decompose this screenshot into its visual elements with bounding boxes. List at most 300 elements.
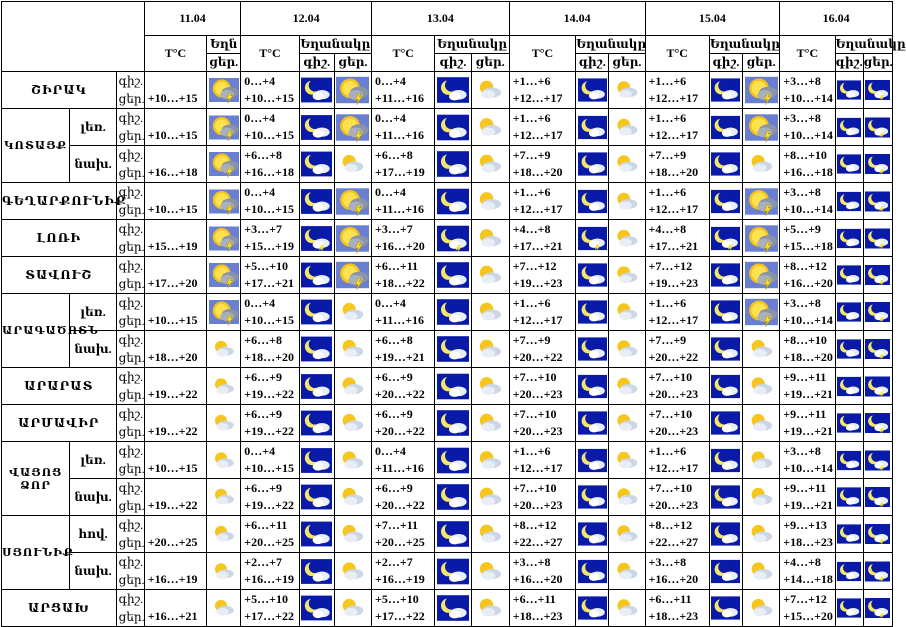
subregion-cell (70, 516, 116, 553)
time-of-day-cell (116, 220, 144, 257)
day-temperature: +20…+22 (512, 350, 563, 364)
night-label: գիշ. (578, 55, 606, 69)
night-temperature: +3…+8 (783, 444, 821, 458)
weather-cell (709, 516, 742, 553)
weather-cell (299, 442, 334, 479)
night-label: գիշ. (303, 55, 331, 69)
temperature-cell (509, 72, 575, 109)
day-temperature: +19…+22 (147, 498, 198, 512)
subregion-label: նախ. (74, 156, 112, 171)
temperature-cell (372, 146, 435, 183)
moon-cloud-icon (711, 187, 740, 216)
day-temperature: +10…+14 (783, 91, 833, 105)
weather-cell (576, 331, 609, 368)
weather-cell (743, 368, 780, 405)
weather-cell (576, 294, 609, 331)
day-label: ցեր. (863, 55, 893, 69)
night-temperature: +3…+7 (244, 222, 282, 236)
day-temperature: +15…+18 (783, 239, 833, 253)
sun-cloud-icon (473, 260, 507, 290)
night-temperature: +8…+12 (512, 518, 557, 532)
night-temperature: +7…+9 (512, 333, 551, 347)
temperature-cell (144, 516, 206, 553)
weather-label: Եղանակը (300, 37, 371, 51)
weather-cell (835, 109, 863, 146)
day-temperature: +20…+23 (512, 424, 563, 438)
sun-cloud-icon (336, 519, 369, 549)
temperature-cell (144, 183, 206, 220)
temp-header (780, 36, 835, 72)
sun-cloud-icon (745, 593, 778, 623)
night-temperature: +6…+11 (512, 592, 556, 606)
sun-cloud-icon (473, 408, 507, 438)
weather-cell (863, 590, 892, 627)
weather-cell (576, 553, 609, 590)
weather-cell (609, 220, 645, 257)
date-header (372, 2, 510, 36)
weather-cell (863, 146, 892, 183)
date-header (780, 2, 893, 36)
moon-cloud-lightning-icon (437, 224, 469, 253)
moon-cloud-lightning-icon (865, 113, 890, 142)
weather-cell (743, 442, 780, 479)
night-temperature: +7…+11 (375, 518, 419, 532)
weather-cell (609, 590, 645, 627)
weather-cell (435, 405, 471, 442)
weather-cell (709, 257, 742, 294)
night-temperature: +6…+8 (375, 148, 413, 162)
day-label: ցեր. (118, 610, 145, 624)
sun-cloud-icon (336, 557, 369, 586)
moon-cloud-lightning-icon (865, 224, 890, 253)
weather-header (709, 36, 779, 54)
night-temperature: +1…+6 (512, 185, 551, 199)
weather-cell (709, 553, 742, 590)
moon-cloud-icon (837, 482, 861, 512)
moon-cloud-icon (837, 408, 861, 438)
weather-cell (709, 331, 742, 368)
day-temperature: +14…+18 (783, 572, 833, 586)
day-temperature: +16…+20 (512, 572, 563, 586)
moon-cloud-icon (437, 297, 469, 327)
weather-cell (334, 442, 371, 479)
table-row (2, 109, 893, 146)
weather-cell (435, 109, 471, 146)
region-label: ԼՈՌԻ (36, 230, 81, 245)
weather-cell (299, 479, 334, 516)
temperature-cell (372, 331, 435, 368)
night-temperature: +1…+6 (512, 111, 551, 125)
table-row (2, 183, 893, 220)
region-label: ՎԱՅՈՑ ՁՈՐ (9, 466, 63, 492)
weather-label: Եղանակը (576, 37, 647, 51)
weather-cell (471, 405, 509, 442)
night-temperature: +8…+12 (783, 259, 827, 273)
sun-cloud-lightning-icon (336, 224, 369, 253)
day-temperature: +18…+23 (648, 609, 699, 623)
moon-cloud-icon (837, 519, 861, 549)
temperature-cell (780, 442, 835, 479)
weather-cell (863, 553, 892, 590)
subregion-label: նախ. (74, 563, 112, 578)
weather-cell (609, 331, 645, 368)
day-temperature: +11…+16 (375, 461, 425, 475)
temperature-cell (509, 590, 575, 627)
weather-cell (334, 146, 371, 183)
table-row (2, 442, 893, 479)
day-label: ցեր. (746, 55, 776, 69)
temperature-cell (241, 183, 299, 220)
temperature-cell (144, 479, 206, 516)
moon-cloud-icon (301, 519, 332, 549)
night-temperature: +3…+8 (783, 111, 821, 125)
day-temperature: +17…+22 (244, 609, 294, 623)
weather-label: Եղանակը (835, 37, 906, 51)
weather-cell (609, 146, 645, 183)
temperature-cell (144, 146, 206, 183)
sun-cloud-lightning-icon (745, 75, 778, 105)
moon-cloud-icon (301, 334, 332, 364)
time-of-day-cell (116, 183, 144, 220)
weather-cell (299, 109, 334, 146)
day-temperature: +20…+23 (512, 387, 563, 401)
day-temperature: +20…+23 (648, 498, 699, 512)
day-temperature: +20…+22 (648, 350, 699, 364)
day-label: ցեր. (118, 277, 145, 291)
moon-cloud-icon (711, 519, 740, 549)
weather-cell (334, 294, 371, 331)
weather-cell (835, 553, 863, 590)
temp-label: T°C (164, 46, 187, 60)
region-name (2, 442, 70, 516)
weather-cell (471, 479, 509, 516)
sun-cloud-icon (611, 260, 643, 290)
night-temperature: 0…+4 (244, 296, 276, 310)
temperature-cell (780, 590, 835, 627)
weather-header (835, 36, 906, 54)
time-of-day-cell (116, 109, 144, 146)
subregion-cell (70, 442, 116, 479)
moon-cloud-icon (837, 75, 861, 105)
night-temperature: +7…+10 (648, 370, 693, 384)
moon-cloud-icon (437, 187, 469, 216)
day-temperature: +20…+22 (375, 424, 425, 438)
day-temperature: +19…+23 (648, 276, 699, 290)
day-temperature: +12…+17 (512, 313, 563, 327)
moon-cloud-icon (437, 75, 469, 105)
temperature-cell (241, 72, 299, 109)
moon-cloud-icon (711, 334, 740, 364)
night-temperature: +7…+10 (648, 481, 693, 495)
sun-cloud-icon (473, 482, 507, 512)
weather-cell (471, 294, 509, 331)
temperature-cell (645, 553, 709, 590)
night-label-cell (576, 54, 609, 72)
weather-cell (435, 553, 471, 590)
weather-cell (435, 257, 471, 294)
temperature-cell (372, 590, 435, 627)
weather-cell (743, 257, 780, 294)
moon-cloud-lightning-icon (865, 260, 890, 290)
weather-cell (835, 183, 863, 220)
date-header (144, 2, 241, 36)
night-temperature: +1…+6 (648, 74, 687, 88)
weather-cell (334, 553, 371, 590)
moon-cloud-icon (578, 149, 607, 179)
temp-header (645, 36, 709, 72)
day-temperature: +19…+21 (783, 498, 833, 512)
night-temperature: +3…+8 (783, 185, 821, 199)
temperature-cell (645, 72, 709, 109)
date-header (509, 2, 645, 36)
moon-cloud-icon (301, 408, 332, 438)
weather-cell (435, 146, 471, 183)
day-temperature: +10…+14 (783, 128, 833, 142)
temperature-cell (241, 405, 299, 442)
sun-cloud-icon (611, 224, 643, 253)
sun-cloud-lightning-icon (209, 297, 239, 327)
weather-cell (863, 442, 892, 479)
temperature-cell (241, 368, 299, 405)
subregion-cell (70, 479, 116, 516)
region-name (2, 72, 117, 109)
weather-cell (334, 590, 371, 627)
weather-cell (835, 479, 863, 516)
day-temperature: +19…+22 (244, 498, 294, 512)
temperature-cell (780, 257, 835, 294)
time-of-day-cell (116, 442, 144, 479)
day-temperature: +18…+23 (512, 609, 563, 623)
day-label-cell (609, 54, 645, 72)
forecast-table (1, 1, 906, 627)
day-temperature: +12…+17 (512, 128, 563, 142)
weather-cell (863, 331, 892, 368)
time-of-day-cell (116, 294, 144, 331)
moon-cloud-icon (578, 75, 607, 105)
night-temperature: +3…+7 (375, 222, 413, 236)
night-label: գիշ. (835, 55, 863, 69)
moon-cloud-icon (711, 372, 740, 401)
temperature-cell (241, 146, 299, 183)
day-label: ցեր. (209, 55, 239, 69)
night-temperature: +7…+12 (512, 259, 557, 273)
day-temperature: +22…+27 (512, 535, 563, 549)
day-temperature: +20…+25 (375, 535, 425, 549)
day-label: ցեր. (118, 129, 145, 143)
temperature-cell (509, 109, 575, 146)
table-row (2, 368, 893, 405)
moon-cloud-icon (578, 297, 607, 327)
day-temperature: +16…+21 (147, 609, 198, 623)
day-label-cell (207, 54, 241, 72)
night-temperature: +6…+9 (375, 407, 413, 421)
day-label: ցեր. (118, 499, 145, 513)
weather-cell (471, 553, 509, 590)
day-label: ցեր. (118, 573, 145, 587)
subregion-label: լեռ. (80, 452, 106, 467)
day-temperature: +19…+21 (783, 387, 833, 401)
subregion-label: նախ. (74, 489, 112, 504)
weather-cell (435, 368, 471, 405)
day-label: ցեր. (118, 462, 145, 476)
night-temperature: +6…+9 (244, 481, 282, 495)
corner-cell (2, 2, 145, 72)
temperature-cell (509, 368, 575, 405)
day-temperature: +10…+15 (147, 128, 198, 142)
sun-cloud-icon (209, 372, 239, 401)
day-label: ցեր. (118, 425, 145, 439)
weather-cell (299, 590, 334, 627)
day-temperature: +20…+25 (244, 535, 294, 549)
weather-cell (471, 442, 509, 479)
temperature-cell (509, 183, 575, 220)
day-temperature: +17…+21 (512, 239, 563, 253)
table-row (2, 257, 893, 294)
temperature-cell (645, 220, 709, 257)
day-temperature: +16…+20 (375, 239, 425, 253)
weather-cell (207, 294, 241, 331)
weather-cell (609, 183, 645, 220)
moon-cloud-icon (301, 75, 332, 105)
temperature-cell (509, 405, 575, 442)
weather-cell (334, 331, 371, 368)
night-label: գիշ. (118, 592, 144, 606)
sun-cloud-icon (611, 519, 643, 549)
weather-cell (835, 294, 863, 331)
sun-cloud-icon (473, 372, 507, 401)
time-of-day-cell (116, 146, 144, 183)
day-temperature: +16…+20 (783, 276, 833, 290)
night-label: գիշ. (118, 555, 144, 569)
subregion-cell (70, 109, 116, 146)
temp-header (144, 36, 206, 72)
temperature-cell (144, 331, 206, 368)
moon-cloud-icon (837, 557, 861, 586)
day-temperature: +10…+14 (783, 313, 833, 327)
weather-cell (709, 220, 742, 257)
weather-cell (609, 516, 645, 553)
moon-cloud-icon (837, 446, 861, 475)
weather-cell (609, 479, 645, 516)
weather-cell (471, 146, 509, 183)
night-label: գիշ. (118, 370, 144, 384)
weather-cell (835, 72, 863, 109)
region-name (2, 368, 117, 405)
day-temperature: +17…+21 (648, 239, 699, 253)
sun-cloud-icon (209, 519, 239, 549)
sun-cloud-icon (473, 334, 507, 364)
temperature-cell (645, 368, 709, 405)
sun-cloud-lightning-icon (745, 187, 778, 216)
day-temperature: +10…+15 (244, 202, 294, 216)
day-temperature: +11…+16 (375, 128, 425, 142)
day-temperature: +12…+17 (648, 202, 699, 216)
night-temperature: +9…+11 (783, 370, 827, 384)
moon-cloud-icon (301, 260, 332, 290)
night-label: գիշ. (118, 518, 144, 532)
moon-cloud-icon (301, 557, 332, 586)
moon-cloud-icon (837, 149, 861, 179)
moon-cloud-icon (578, 557, 607, 586)
region-name (2, 109, 70, 183)
sun-cloud-icon (473, 297, 507, 327)
sun-cloud-lightning-icon (336, 187, 369, 216)
sun-cloud-lightning-icon (336, 260, 369, 290)
weather-label: Եղանակը (437, 37, 508, 51)
moon-cloud-icon (578, 593, 607, 623)
region-name (2, 405, 117, 442)
subregion-cell (70, 146, 116, 183)
subregion-label: լեռ. (80, 119, 106, 134)
moon-cloud-icon (711, 297, 740, 327)
night-label: գիշ. (118, 74, 144, 88)
weather-cell (863, 109, 892, 146)
day-temperature: +20…+23 (648, 387, 699, 401)
weather-cell (863, 479, 892, 516)
date-header (645, 2, 780, 36)
table-row (2, 146, 893, 183)
moon-cloud-icon (711, 408, 740, 438)
weather-cell (334, 257, 371, 294)
moon-cloud-icon (837, 334, 861, 364)
night-label-cell (435, 54, 471, 72)
moon-cloud-icon (437, 334, 469, 364)
region-label: ԳԵՂԱՐՔՈՒՆԻՔ (2, 193, 127, 208)
sun-cloud-lightning-icon (209, 224, 239, 253)
temperature-cell (241, 479, 299, 516)
weather-cell (299, 72, 334, 109)
temperature-cell (144, 294, 206, 331)
temperature-cell (645, 331, 709, 368)
weather-cell (299, 220, 334, 257)
temperature-cell (144, 257, 206, 294)
temperature-cell (509, 553, 575, 590)
weather-cell (835, 331, 863, 368)
weather-cell (576, 109, 609, 146)
table-row (2, 553, 893, 590)
time-of-day-cell (116, 257, 144, 294)
temperature-cell (144, 109, 206, 146)
date-label: 14.04 (563, 11, 591, 25)
sun-cloud-icon (209, 482, 239, 512)
night-label-cell (709, 54, 742, 72)
night-temperature: +5…+10 (375, 592, 419, 606)
night-label-cell (835, 54, 863, 72)
day-label-cell (743, 54, 780, 72)
day-temperature: +12…+17 (648, 91, 699, 105)
temperature-cell (645, 479, 709, 516)
night-temperature: +9…+13 (783, 518, 827, 532)
temperature-cell (372, 442, 435, 479)
day-label-cell (471, 54, 509, 72)
weather-cell (435, 220, 471, 257)
moon-cloud-icon (578, 187, 607, 216)
weather-cell (863, 183, 892, 220)
day-temperature: +15…+20 (783, 609, 833, 623)
moon-cloud-icon (301, 149, 332, 179)
weather-cell (835, 405, 863, 442)
night-temperature: +8…+10 (783, 148, 827, 162)
sun-cloud-lightning-icon (336, 75, 369, 105)
temperature-cell (780, 220, 835, 257)
sun-cloud-icon (611, 408, 643, 438)
temperature-cell (372, 405, 435, 442)
day-temperature: +10…+14 (783, 461, 833, 475)
day-temperature: +10…+14 (783, 202, 833, 216)
sun-cloud-lightning-icon (209, 260, 239, 290)
region-name (2, 220, 117, 257)
sun-cloud-lightning-icon (745, 297, 778, 327)
